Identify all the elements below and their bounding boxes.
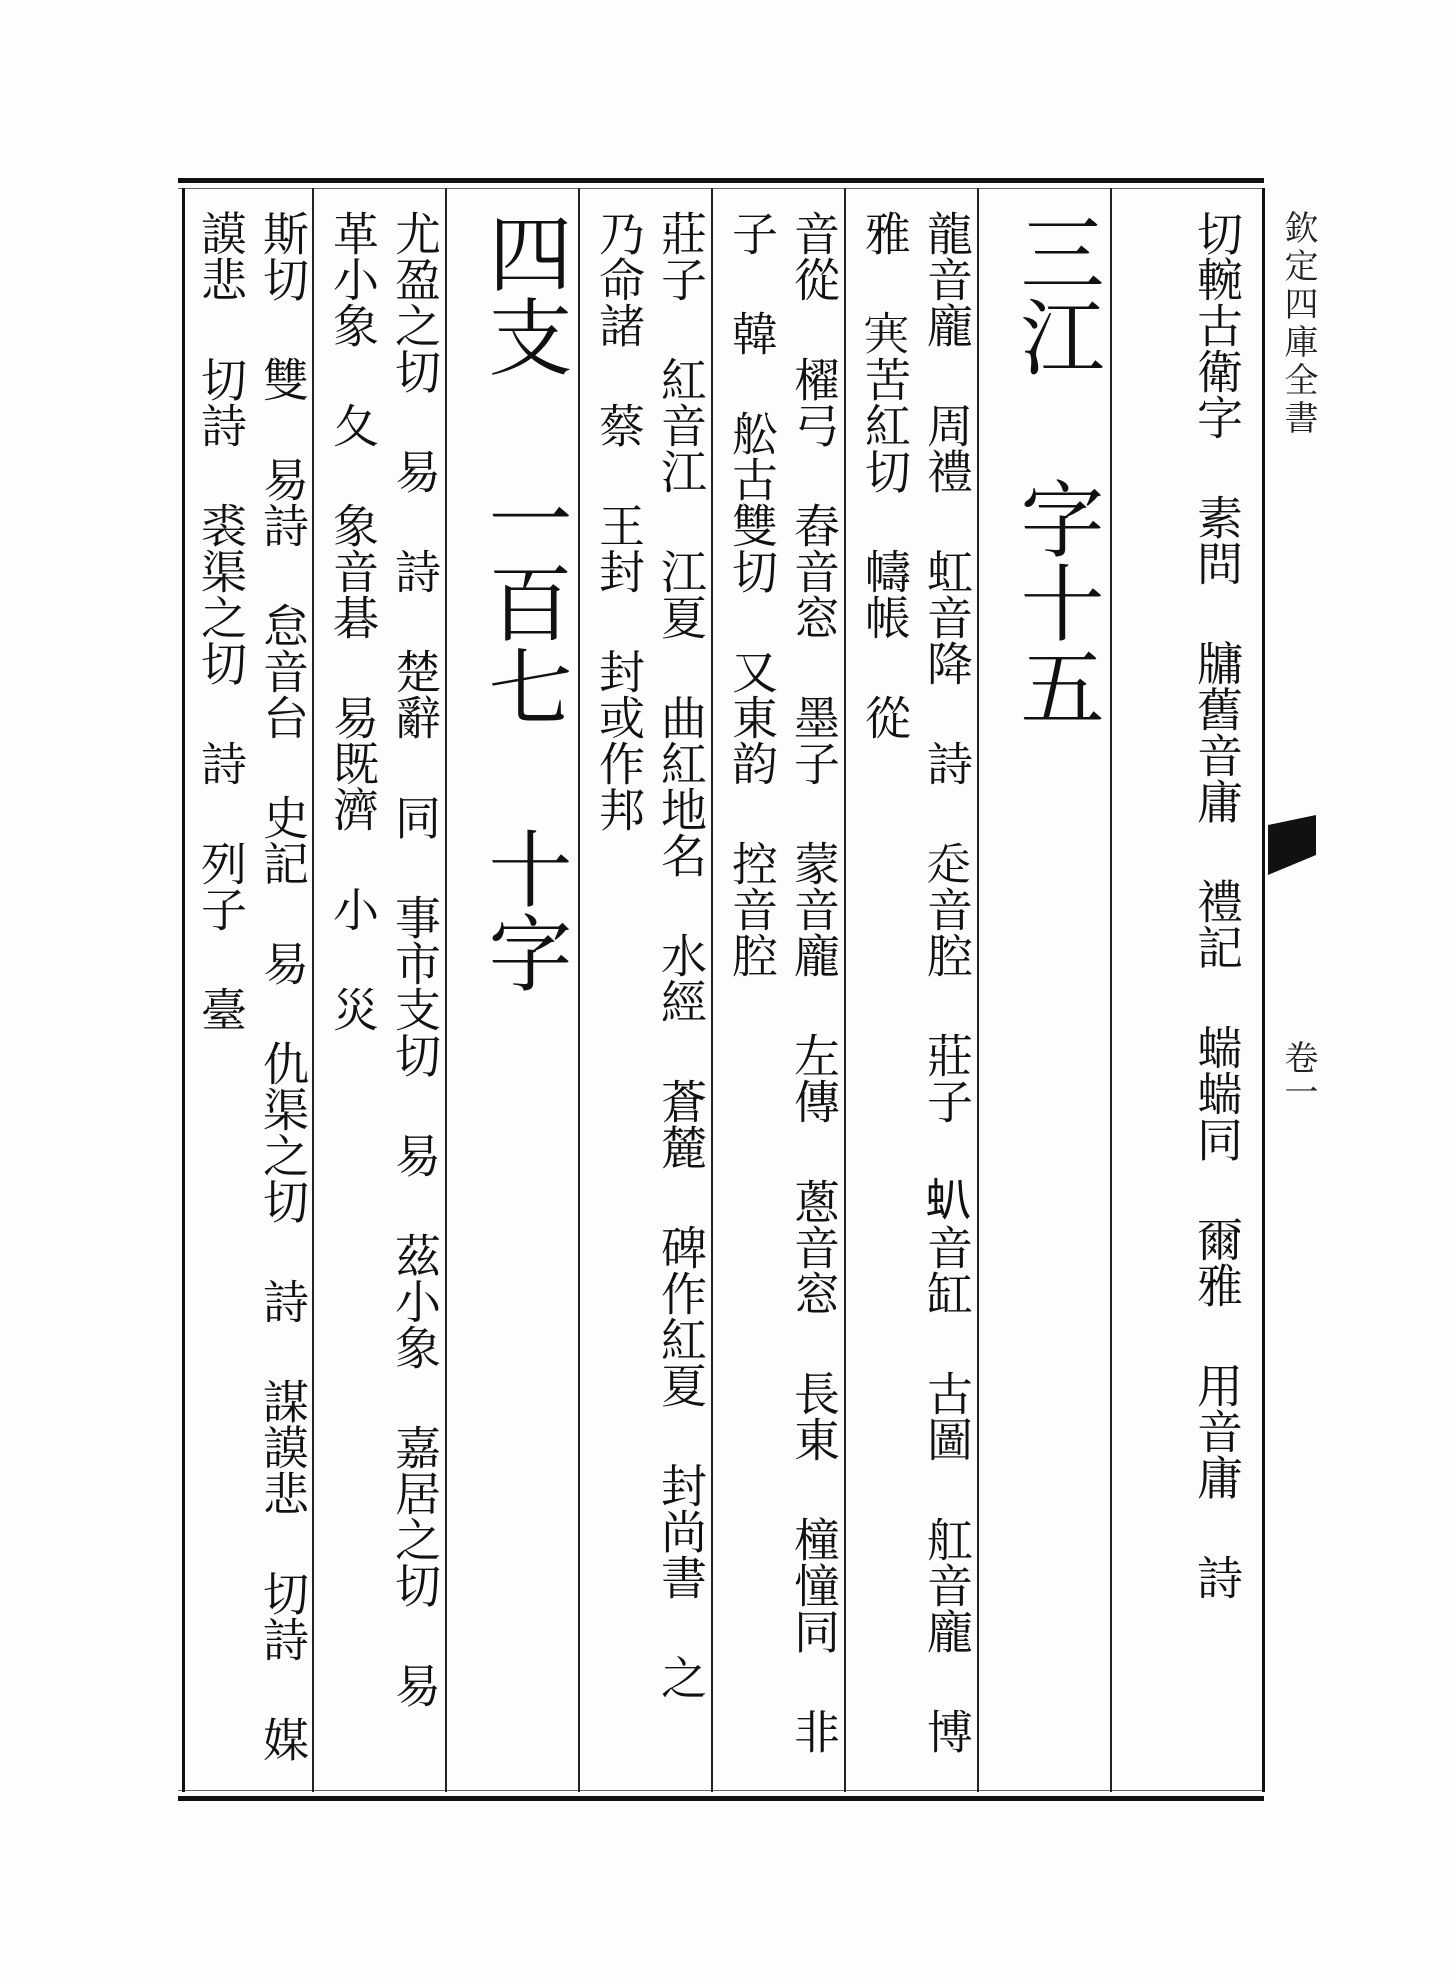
section-heading-sanjiang: 三江 字十五	[1007, 210, 1105, 728]
frame-right-rule	[1262, 188, 1265, 1792]
frame-left-rule	[182, 188, 185, 1792]
fish-tail-mark-icon	[1268, 815, 1316, 885]
text-column-1: 切䡝古衛字 素問 牗舊音庸 禮記 𧍒𧍒同 爾雅 用音庸 詩	[1190, 210, 1244, 1600]
text-column-7: 尤盈之切 易 詩 楚辭 同 事市支切 易 茲小象 嘉居之切 易 革小象 夂 象音碁 易既濟 小 災	[326, 210, 442, 1708]
frame-top-inner-rule	[178, 188, 1264, 189]
frame-bottom-inner-rule	[178, 1790, 1264, 1791]
text-column-3: 龍音龐 周禮 虹音降 詩 𧺆音腔 莊子 𧈢音缸 古圖 舡音龐 博雅 𡨄苦紅切 幬帳 從	[858, 210, 974, 1754]
page-margin-banxin	[1268, 200, 1328, 1800]
frame-bottom-rule	[178, 1796, 1264, 1801]
book-title-margin: 欽定四庫全書	[1278, 210, 1318, 438]
text-column-4: 音從 櫂弓 舂音窓 墨子 蒙音龐 左傳 蔥音窓 長東 橦憧同 非子 韓 舩古雙切 又東韵 控音腔	[725, 210, 841, 1754]
section-heading-sizhi: 四支 一百七 十字	[475, 210, 573, 994]
frame-top-rule	[178, 178, 1264, 183]
text-column-5: 莊子 紅音江 江夏 曲紅地名 水經 蒼麓 碑作紅夏 封尚書 之 乃命諸 蔡 王封 封或作邦	[592, 210, 708, 1700]
text-column-8: 斯切 雙 易詩 怠音台 史記 易 仇渠之切 詩 謀謨悲 切詩 媒謨悲 切詩 裘渠之切 詩 列子 臺	[194, 210, 310, 1762]
juan-number: 卷一	[1278, 1040, 1318, 1108]
